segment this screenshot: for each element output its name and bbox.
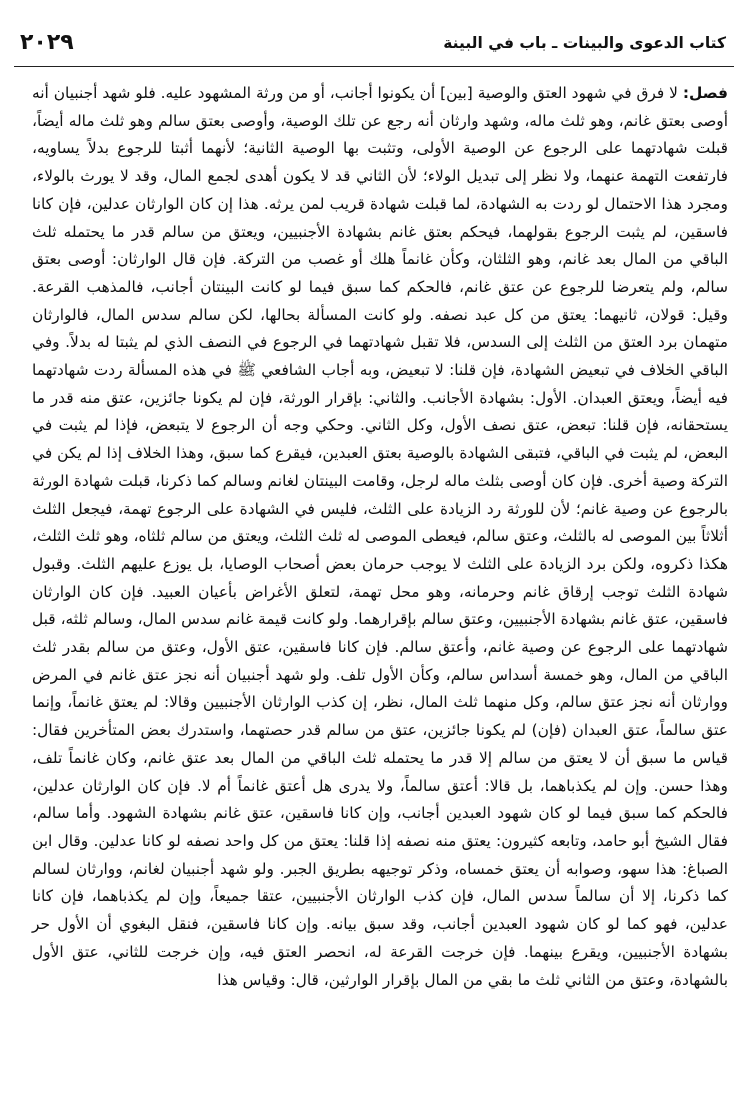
paragraph <box>32 80 728 994</box>
body-text <box>32 80 728 1090</box>
running-header <box>14 30 734 64</box>
paragraph-text: لا فرق في شهود العتق والوصية [بين] أن يكونوا أجانب، أو من ورثة المشهود عليه. فلو شهد أجنبيان أنه أوصى بعتق غانم، وهو ثلث ماله، وشهد وارثان أنه رجع عن تلك الوصية، وأوصى بعتق سالم وهو ثلث ماله أيضاً، قبلت شهادتهما على الرجوع عن الوصية الأولى، وتثبت بها الوصية الثانية؛ لأنهما أثبتا للرجوع بدلاً يساويه، فارتفعت التهمة عنهما، ولا نظر إلى تبديل الولاء؛ لأن الثاني قد لا يكون أهدى لجمع المال، وقد لا يورث بالولاء، ومجرد هذا الاحتمال لو ردت به الشهادة، لما قبلت شهادة قريب لمن يرثه. هذا إن كان الوارثان عدلين، فإن كانا فاسقين، لم يثبت الرجوع بقولهما، فيحكم بعتق غانم بشهادة الأجنبيين، ويعتق من سالم قدر ما يحتمله ثلث الباقي من المال بعد غانم، وهو الثلثان، وكأن غانماً هلك أو غصب من التركة. فإن قال الوارثان: أوصى بعتق سالم، ولم يتعرضا للرجوع عن عتق غانم، فالحكم كما سبق فيما لو كانت البينتان أجانب، فالمذهب القرعة. وقيل: قولان، ثانيهما: يعتق من كل عبد نصفه. ولو كانت المسألة بحالها، لكن سالم سدس المال، فالوارثان متهمان برد العتق من الثلث إلى السدس، فلا تقبل شهادتهما في الرجوع في النصف الذي لم يثبتا له بدلاً. وفي الباقي الخلاف في تبعيض الشهادة، فإن قلنا: لا تبعيض، وبه أجاب الشافعي ﷺ في هذه المسألة ردت شهادتهما فيه أيضاً، ويعتق العبدان. الأول: بشهادة الأجانب. والثاني: بإقرار الورثة، فإن لم يكونا جائزين، عتق منه قدر ما يستحقانه، فإن قلنا: تبعض، عتق نصف الأول، وكل الثاني. وحكي وجه أن الرجوع لا يتبعض، فإذا لم يثبت في البعض، لم يثبت في الباقي، فتبقى الشهادة بالوصية بعتق العبدين، فيقرع كما سبق، وهذا الخلاف إذا لم يكن في التركة وصية أخرى. فإن كان أوصى بثلث ماله لرجل، وقامت البينتان لغانم وسالم كما ذكرنا، قبلت شهادة الورثة بالرجوع عن وصية غانم؛ لأن للورثة رد الزيادة على الثلث، فليس في الشهادة على الرجوع تهمة، فيجعل الثلث أثلاثاً بين الموصى له بالثلث، وعتق سالم، فيعطى الموصى له ثلث الثلث، ويعتق من سالم ثلثاه، وهو ثلث الثلث، هكذا ذكروه، ولكن برد الزيادة على الثلث لا يوجب حرمان بعض أصحاب الوصايا، بل يوزع عليهم الثلث. وقبول شهادة الثلث توجب إرقاق غانم وحرمانه، وهو محل تهمة، لتعلق الأغراض بأعيان العبيد. فإن كان الوارثان فاسقين، عتق غانم بشهادة الأجنبيين، وعتق سالم بإقرارهما. ولو كانت قيمة غانم سدس المال، وسالم ثلثه، قبل شهادتهما على الرجوع عن وصية غانم، وأعتق سالم. فإن كانا فاسقين، عتق الأول، وعتق من سالم بقدر ثلث الباقي من المال، وهو خمسة أسداس سالم، وكأن الأول تلف. ولو شهد أجنبيان أنه نجز عتق غانم في المرض ووارثان أنه نجز عتق سالم، وكل منهما ثلث المال، نظر، إن كذب الوارثان الأجنبيين وقالا: لم يعتق غانماً، وإنما عتق سالماً، عتق العبدان (فإن) لم يكونا جائزين، عتق من سالم قدر حصتهما، واستدرك بعض المتأخرين فقال: قياس ما سبق أن لا يعتق من سالم إلا قدر ما يحتمله ثلث الباقي من المال بعد عتق غانم، وكان غانماً تلف، وهذا حسن. وإن لم يكذباهما، بل قالا: أعتق سالماً، ولا يدرى هل أعتق غانماً أم لا. فإن كان الوارثان عدلين، فالحكم كما سبق فيما لو كان شهود العبدين أجانب، وإن كانا فاسقين، عتق غانم بشهادة الشهود. وأما سالم، فقال الشيخ أبو حامد، وتابعه كثيرون: يعتق منه نصفه إذا قلنا: يعتق من كل واحد نصفه لو كانا عدلين. وقال ابن الصباغ: هذا سهو، وصوابه أن يعتق خمساه، وذكر توجيهه بطريق الجبر. ولو شهد أجنبيان لغانم، ووارثان لسالم كما ذكرنا، إلا أن سالماً سدس المال، فإن كذب الوارثان الأجنبيين، عتقا جميعاً، وإن لم يكذباهما، فإن كانا عدلين، فهو كما لو كان شهود العبدين أجانب، وقد سبق بيانه. وإن كانا فاسقين، فنقل البغوي أن الأول حر بشهادة الأجنبيين، ويقرع بينهما. فإن خرجت القرعة له، انحصر العتق فيه، وإن خرجت للثاني، عتق الأول بالشهادة، وعتق من الثاني ثلث ما بقي من المال بإقرار الوارثين، قال: وقياس هذا <box>32 84 728 989</box>
page-number: ٢٠٢٩ <box>20 30 74 55</box>
section-label: فصل: <box>682 84 728 102</box>
running-header-title: كتاب الدعوى والبينات ـ باب في البينة <box>443 34 726 52</box>
header-divider <box>14 66 734 67</box>
